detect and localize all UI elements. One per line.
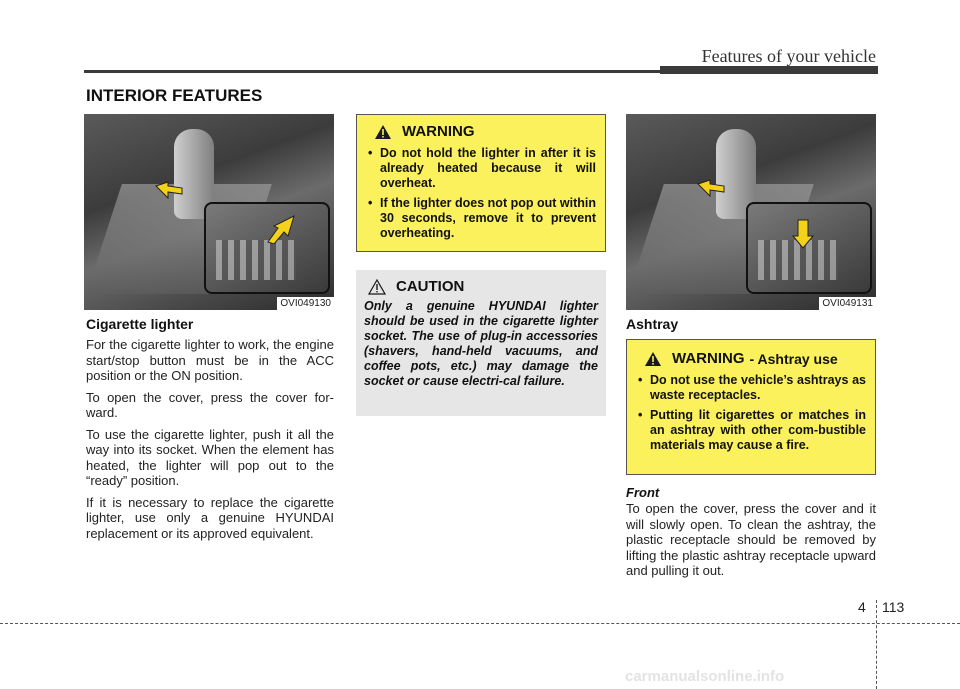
warning-triangle-icon bbox=[374, 124, 392, 140]
ashtray-photo bbox=[626, 114, 876, 310]
warning-item: • Do not hold the lighter in after it is already heated because it will overheat. bbox=[366, 146, 596, 191]
photo-caption: OVI049130 bbox=[277, 297, 334, 310]
warning-title: WARNING bbox=[402, 123, 475, 140]
ashtray-heading: Ashtray bbox=[626, 316, 679, 332]
front-subheading: Front bbox=[626, 485, 660, 500]
footer-rule bbox=[0, 623, 960, 624]
paragraph: For the cigarette lighter to work, the engine start/stop button must be in the ACC position or the ON position. bbox=[86, 337, 334, 383]
warning-triangle-icon bbox=[644, 351, 662, 367]
arrow-icon bbox=[154, 180, 184, 200]
chapter-number: 4 bbox=[858, 599, 866, 615]
warning-item: • Putting lit cigarettes or matches in an ashtray with other com-bustible materials may cause a fire. bbox=[636, 408, 866, 453]
lighter-warning-box bbox=[356, 114, 606, 252]
arrow-icon bbox=[266, 214, 300, 244]
warning-title: WARNING bbox=[672, 350, 745, 367]
warning-item: • If the lighter does not pop out within 30 seconds, remove it to prevent overheating. bbox=[366, 196, 596, 241]
page-number: 113 bbox=[882, 599, 905, 615]
ashtray-body: To open the cover, press the cover and it will slowly open. To clean the ashtray, the plastic receptacle should be removed by lifting the plastic ashtray receptacle upward and pulling it out. bbox=[626, 501, 876, 578]
warning-item: • Do not use the vehicle’s ashtrays as waste receptacles. bbox=[636, 373, 866, 403]
cigarette-lighter-body bbox=[86, 337, 334, 547]
photo-caption: OVI049131 bbox=[819, 297, 876, 310]
caution-text: Only a genuine HYUNDAI lighter should be used in the cigarette lighter socket. The use of plug-in accessories (shavers, hand-held vacuums, and coffee pots, etc.) may damage the socket or cause electri-cal failure. bbox=[364, 299, 598, 388]
caution-triangle-icon bbox=[368, 279, 386, 295]
detail-inset bbox=[204, 202, 330, 294]
cigarette-lighter-heading: Cigarette lighter bbox=[86, 316, 194, 332]
header-rule-accent bbox=[660, 66, 878, 74]
lighter-caution-box bbox=[356, 270, 606, 416]
caution-title: CAUTION bbox=[396, 278, 465, 295]
watermark: carmanualsonline.info bbox=[625, 668, 785, 685]
arrow-icon bbox=[792, 218, 814, 250]
paragraph: To open the cover, press the cover for-ward. bbox=[86, 389, 334, 420]
paragraph: To use the cigarette lighter, push it all the way into its socket. When the element has heated, the lighter will pop out to the “ready” position. bbox=[86, 426, 334, 488]
cigarette-lighter-photo bbox=[84, 114, 334, 310]
arrow-icon bbox=[696, 178, 726, 198]
detail-inset bbox=[746, 202, 872, 294]
footer-divider bbox=[876, 600, 877, 689]
ashtray-warning-box bbox=[626, 339, 876, 475]
paragraph: If it is necessary to replace the cigarette lighter, use only a genuine HYUNDAI replacement or its approved equivalent. bbox=[86, 494, 334, 541]
warning-title-suffix: - Ashtray use bbox=[749, 350, 838, 367]
header-title: Features of your vehicle bbox=[701, 46, 876, 66]
section-title: INTERIOR FEATURES bbox=[86, 86, 263, 105]
